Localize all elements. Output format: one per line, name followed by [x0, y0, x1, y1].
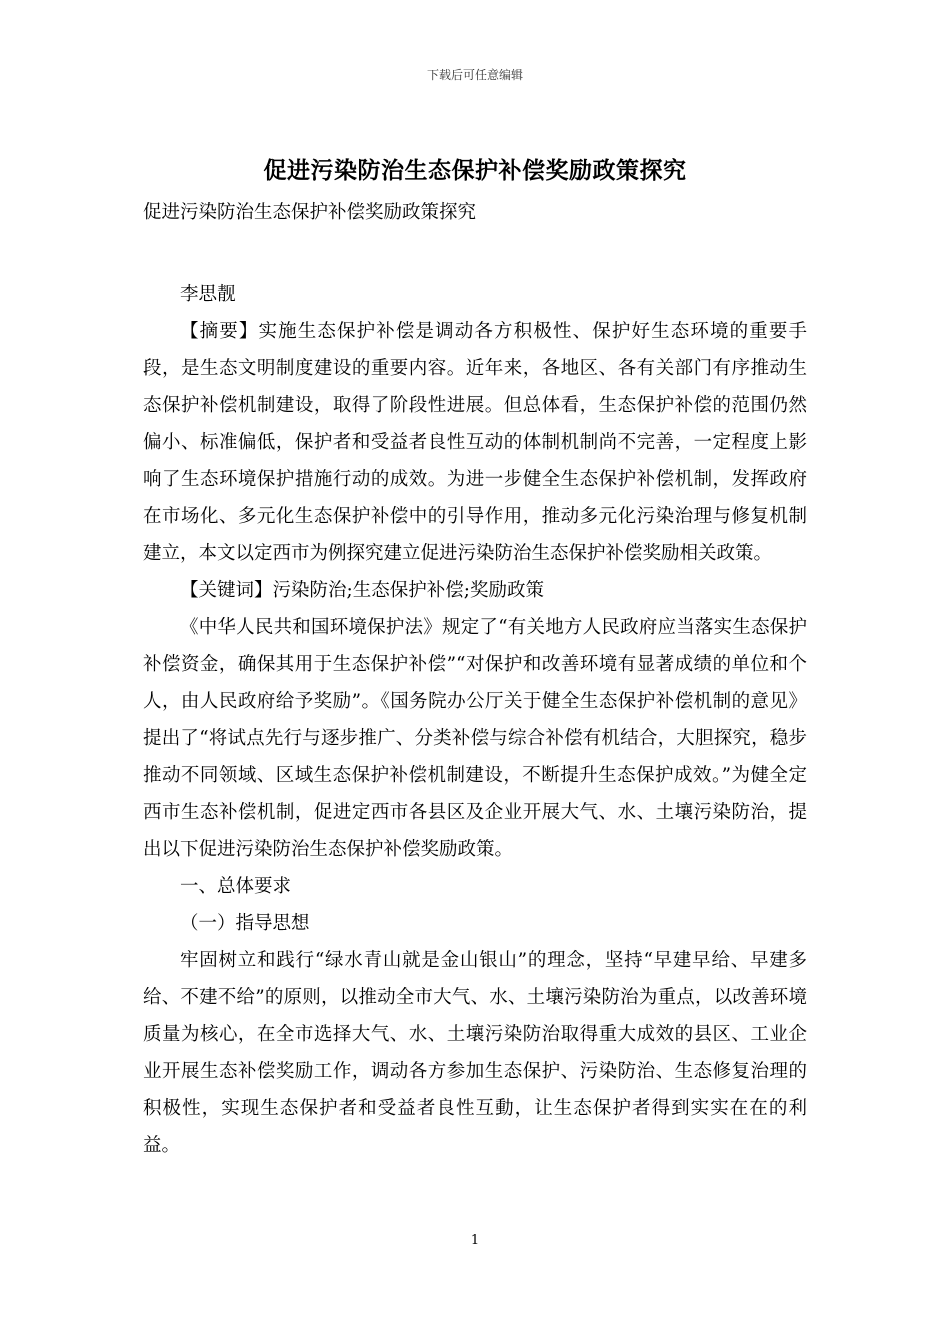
document-subtitle: 促进污染防治生态保护补偿奖励政策探究 [143, 202, 477, 223]
abstract-paragraph: 【摘要】实施生态保护补偿是调动各方积极性、保护好生态环境的重要手段，是生态文明制度建设的重要内容。近年来，各地区、各有关部门有序推动生态保护补偿机制建设，取得了阶段性进展。但总体看，生态保护补偿的范围仍然偏小、标准偏低，保护者和受益者良性互动的体制机制尚不完善，一定程度上影响了生态环境保护措施行动的成效。为进一步健全生态保护补偿机制，发挥政府在市场化、多元化生态保护补偿中的引导作用，推动多元化污染治理与修复机制建立，本文以定西市为例探究建立促进污染防治生态保护补偿奖励相关政策。 [143, 321, 807, 564]
page-number: 1 [470, 1233, 480, 1248]
keywords-paragraph: 【关键词】污染防治;生态保护补偿;奖励政策 [180, 580, 544, 601]
guiding-thought-paragraph: 牢固树立和践行“绿水青山就是金山银山”的理念，坚持“早建早给、早建多给、不建不给”的原则，以推动全市大气、水、土壤污染防治为重点，以改善环境质量为核心，在全市选择大气、水、土壤污染防治取得重大成效的县区、工业企业开展生态补偿奖励工作，调动各方参加生态保护、污染防治、生态修复治理的积极性，实现生态保护者和受益者良性互動，让生态保护者得到实实在在的利益。 [143, 950, 807, 1156]
intro-paragraph: 《中华人民共和国环境保护法》规定了“有关地方人民政府应当落实生态保护补偿资金，确保其用于生态保护补偿”“对保护和改善环境有显著成绩的单位和个人，由人民政府给予奖励”。《国务院办公厅关于健全生态保护补偿机制的意见》提出了“将试点先行与逐步推广、分类补偿与综合补偿有机结合，大胆探究，稳步推动不同领域、区域生态保护补偿机制建设，不断提升生态保护成效。”为健全定西市生态补偿机制，促进定西市各县区及企业开展大气、水、土壤污染防治，提出以下促进污染防治生态保护补偿奖励政策。 [143, 617, 807, 860]
author-name: 李思靓 [180, 284, 236, 305]
document-title: 促进污染防治生态保护补偿奖励政策探究 [263, 158, 687, 184]
section-heading: 一、总体要求 [180, 876, 292, 897]
document-body [143, 276, 807, 1164]
page-header: 下载后可任意编辑 [426, 68, 523, 82]
subsection-heading: （一）指导思想 [180, 913, 310, 934]
